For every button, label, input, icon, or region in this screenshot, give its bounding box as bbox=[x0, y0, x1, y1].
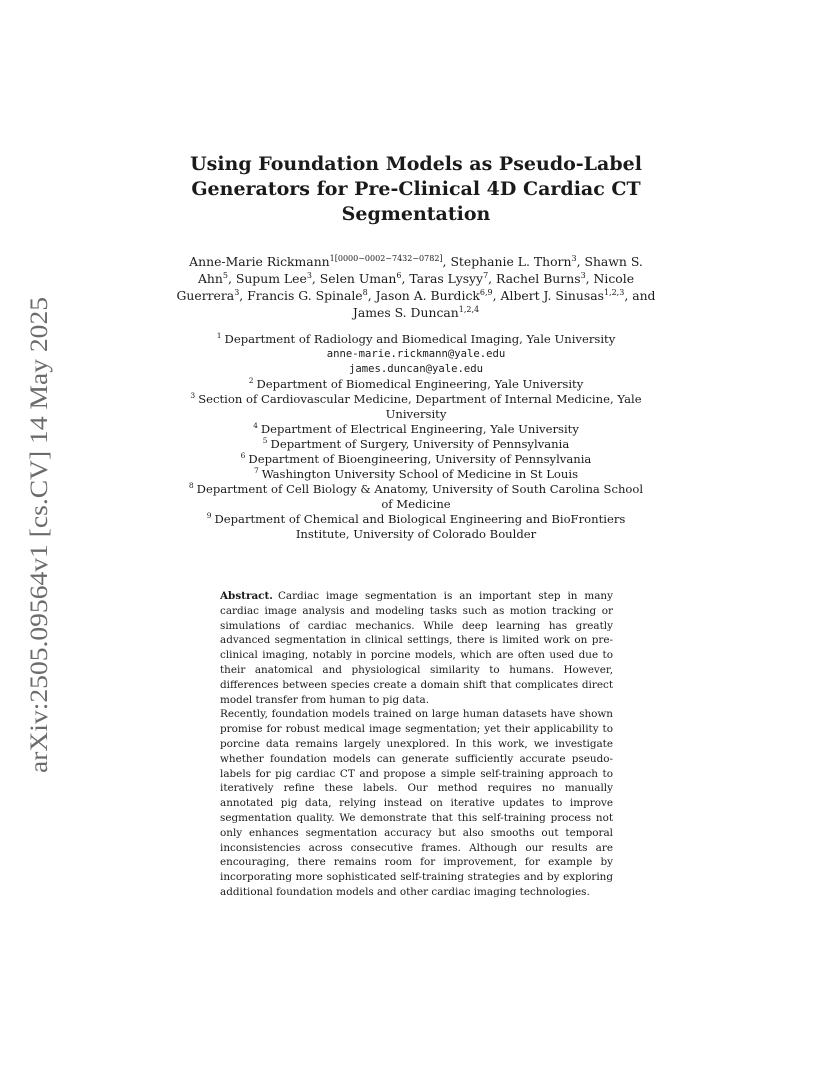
author-affiliation-marks: 1,2,4 bbox=[458, 305, 480, 314]
author-name: Rachel Burns bbox=[496, 271, 581, 286]
author-name: Albert J. Sinusas bbox=[500, 288, 604, 303]
affiliation-2: $^2$ Department of Biomedical Engineering, Yale University bbox=[248, 376, 584, 391]
affiliation-list bbox=[186, 332, 646, 542]
author-name: Jason A. Burdick bbox=[375, 288, 480, 303]
abstract-paragraph-1 bbox=[220, 589, 613, 707]
author bbox=[496, 271, 586, 286]
author-affiliation-marks: 6,9 bbox=[479, 288, 493, 297]
author-affiliation-marks: 5 bbox=[222, 271, 228, 280]
author-affiliation-marks: 1,2,3 bbox=[603, 288, 625, 297]
affiliation-1: $^1$ Department of Radiology and Biomedical Imaging, Yale University bbox=[216, 331, 616, 346]
abstract-text-1: Cardiac image segmentation is an important step in many cardiac image analysis and modeling tasks such as motion tracking or simulations of cardiac mechanics. While deep learning has greatly advanced segmentation in clinical settings, there is limited work on pre-clinical imaging, notably in porcine models, which are often used due to their anatomical and physiological similarity to humans. However, differences between species create a domain shift that complicates direct model transfer from human to pig data. bbox=[220, 590, 613, 706]
author-name: Selen Uman bbox=[319, 271, 397, 286]
arxiv-identifier: arXiv:2505.09564v1 [cs.CV] 14 May 2025 bbox=[26, 341, 53, 773]
author-name: James S. Duncan bbox=[352, 305, 459, 320]
author-affiliation-marks: 6 bbox=[396, 271, 402, 280]
author bbox=[376, 288, 493, 303]
author bbox=[236, 271, 312, 286]
author-list: Anne-Marie Rickmann$^{1[0000-0002-7432-0782]}$, Stephanie L. Thorn$^3$, Shawn S. Ahn$^5$, Supum Lee$^3$, Selen Uman$^6$, Taras Lysyy$^7$, Rachel Burns$^3$, Nicole Guerrera$^3$, Francis G. Spinale$^8$, Jason A. Burdick$^{6,9}$, Albert J. Sinusas$^{1,2,3}$, and James S. Duncan$^{1,2,4}$ bbox=[176, 254, 656, 320]
affiliation-8: $^8$ Department of Cell Biology & Anatomy, University of South Carolina School of Medicine bbox=[188, 481, 644, 511]
email-2[interactable]: james.duncan@yale.edu bbox=[349, 363, 483, 375]
author-affiliation-marks: 8 bbox=[362, 288, 368, 297]
abstract bbox=[220, 589, 613, 900]
author bbox=[409, 271, 488, 286]
author-name: Stephanie L. Thorn bbox=[450, 254, 572, 269]
author-name: Shawn S. Ahn bbox=[197, 254, 643, 286]
author-affiliation-marks: 3 bbox=[580, 271, 586, 280]
author-affiliation-marks: 3 bbox=[571, 254, 577, 263]
author bbox=[450, 254, 576, 269]
author-name: Anne-Marie Rickmann bbox=[189, 254, 330, 269]
author bbox=[189, 254, 442, 269]
abstract-paragraph-2: Recently, foundation models trained on large human datasets have shown promise for robust medical image segmentation; yet their applicability to porcine data remains largely unexplored. In this work, we investigate whether foundation models can generate sufficiently accurate pseudo-labels for pig cardiac CT and propose a simple self-training approach to iteratively refine these labels. Our method requires no manually annotated pig data, relying instead on iterative updates to improve segmentation quality. We demonstrate that this self-training process not only enhances segmentation accuracy but also smooths out temporal inconsistencies across consecutive frames. Although our results are encouraging, there remains room for improvement, for example by incorporating more sophisticated self-training strategies and by exploring additional foundation models and other cardiac imaging technologies. bbox=[220, 708, 613, 898]
affiliation-5: $^5$ Department of Surgery, University of Pennsylvania bbox=[262, 436, 570, 451]
author-affiliation-marks: 3 bbox=[306, 271, 312, 280]
affiliation-3: $^3$ Section of Cardiovascular Medicine, Department of Internal Medicine, Yale University bbox=[190, 391, 642, 421]
abstract-label: Abstract. bbox=[220, 590, 273, 602]
affiliation-6: $^6$ Department of Bioengineering, University of Pennsylvania bbox=[240, 451, 592, 466]
author-name: Francis G. Spinale bbox=[247, 288, 363, 303]
author bbox=[247, 288, 368, 303]
author bbox=[353, 305, 479, 320]
paper-title: Using Foundation Models as Pseudo-Label Generators for Pre-Clinical 4D Cardiac CT Segmentation bbox=[190, 153, 642, 225]
affiliation-9: $^9$ Department of Chemical and Biological Engineering and BioFrontiers Institute, University of Colorado Boulder bbox=[206, 511, 626, 541]
author bbox=[320, 271, 402, 286]
author-affiliation-marks: 3 bbox=[234, 288, 240, 297]
author-affiliation-marks: 7 bbox=[483, 271, 489, 280]
author-name: Taras Lysyy bbox=[409, 271, 484, 286]
affiliation-7: $^7$ Washington University School of Medicine in St Louis bbox=[253, 466, 579, 481]
affiliation-4: $^4$ Department of Electrical Engineering, Yale University bbox=[253, 421, 579, 436]
author-affiliation-marks: 1[0000−0002−7432−0782] bbox=[329, 254, 443, 263]
email-1[interactable]: anne-marie.rickmann@yale.edu bbox=[326, 348, 506, 360]
author bbox=[501, 288, 625, 303]
author-name: Nicole Guerrera bbox=[176, 271, 635, 303]
arxiv-stamp bbox=[18, 295, 58, 775]
author-name: Supum Lee bbox=[235, 271, 307, 286]
